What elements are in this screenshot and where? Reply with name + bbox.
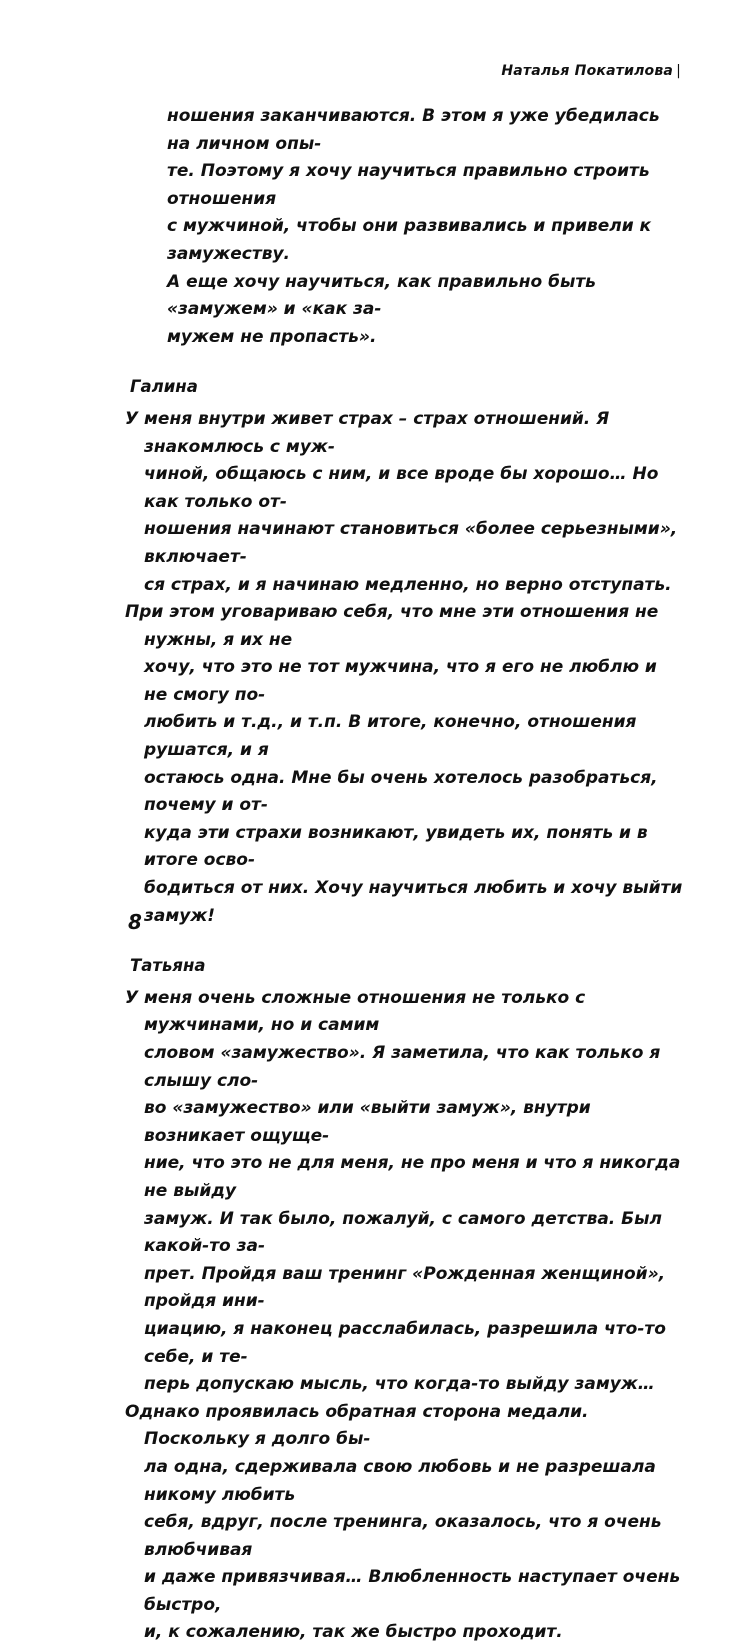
header-separator: |	[676, 63, 681, 79]
galina-paragraph-1	[125, 406, 685, 599]
text-line: себя, вдруг, после тренинга, оказалось, что я очень влюбчивая	[144, 1512, 662, 1560]
text-line: ношения начинают становиться «более серьезными», включает-	[144, 519, 678, 567]
text-line: замуж. И так было, пожалуй, с самого детства. Был какой-то за-	[144, 1208, 662, 1257]
text-line: любить и т.д., и т.п. В итоге, конечно, отношения рушатся, и я	[144, 712, 637, 761]
intro-paragraph	[125, 103, 685, 351]
speaker-name-tatiana: Татьяна	[130, 956, 206, 976]
running-header	[501, 63, 681, 79]
galina-paragraph-2	[125, 599, 685, 930]
text-line: с мужчиной, чтобы они развивались и привели к замужеству.	[167, 216, 652, 264]
text-line: хочу, что это не тот мужчина, что я его не люблю и не смогу по-	[144, 657, 657, 705]
text-line: ла одна, сдерживала свою любовь и не разрешала никому любить	[144, 1456, 656, 1505]
text-line: При этом уговариваю себя, что мне эти отношения не нужны, я их не	[125, 602, 659, 650]
text-line: бодиться от них. Хочу научиться любить и хочу выйти замуж!	[144, 878, 683, 926]
speaker-name-galina: Галина	[130, 377, 198, 397]
text-line: куда эти страхи возникают, увидеть их, понять и в итоге осво-	[144, 822, 648, 871]
text-line: ся страх, и я начинаю медленно, но верно отступать.	[144, 574, 672, 595]
text-line: мужем не пропасть».	[167, 326, 377, 347]
author-name: Наталья Покатилова	[501, 63, 674, 79]
text-line: Однако проявилась обратная сторона медали. Поскольку я долго бы-	[125, 1401, 589, 1450]
text-line: те. Поэтому я хочу научиться правильно строить отношения	[167, 161, 650, 209]
text-line: ношения заканчиваются. В этом я уже убедилась на личном опы-	[167, 106, 660, 154]
page-number: 8	[128, 910, 142, 934]
text-line: во «замужество» или «выйти замуж», внутри возникает ощуще-	[144, 1098, 591, 1146]
text-line: У меня очень сложные отношения не только с мужчинами, но и самим	[125, 987, 586, 1036]
text-line: словом «замужество». Я заметила, что как только я слышу сло-	[144, 1043, 661, 1091]
text-line: ние, что это не для меня, не про меня и что я никогда не выйду	[144, 1153, 681, 1201]
text-line: У меня внутри живет страх – страх отношений. Я знакомлюсь с муж-	[125, 408, 610, 457]
text-line: прет. Пройдя ваш тренинг «Рожденная женщиной», пройдя ини-	[144, 1263, 666, 1312]
tatiana-paragraph-2	[125, 1399, 685, 1647]
text-line: и даже привязчивая… Влюбленность наступает очень быстро,	[144, 1567, 681, 1615]
tatiana-paragraph-1	[125, 985, 685, 1399]
text-line: циацию, я наконец расслабилась, разрешила что-то себе, и те-	[144, 1318, 666, 1367]
text-line: остаюсь одна. Мне бы очень хотелось разобраться, почему и от-	[144, 767, 658, 816]
text-line: чиной, общаюсь с ним, и все вроде бы хорошо… Но как только от-	[144, 464, 659, 512]
text-line: перь допускаю мысль, что когда-то выйду замуж…	[144, 1374, 655, 1395]
text-line: и, к сожалению, так же быстро проходит.	[144, 1622, 563, 1643]
page-content	[125, 103, 685, 1647]
text-line: А еще хочу научиться, как правильно быть «замужем» и «как за-	[167, 271, 596, 320]
